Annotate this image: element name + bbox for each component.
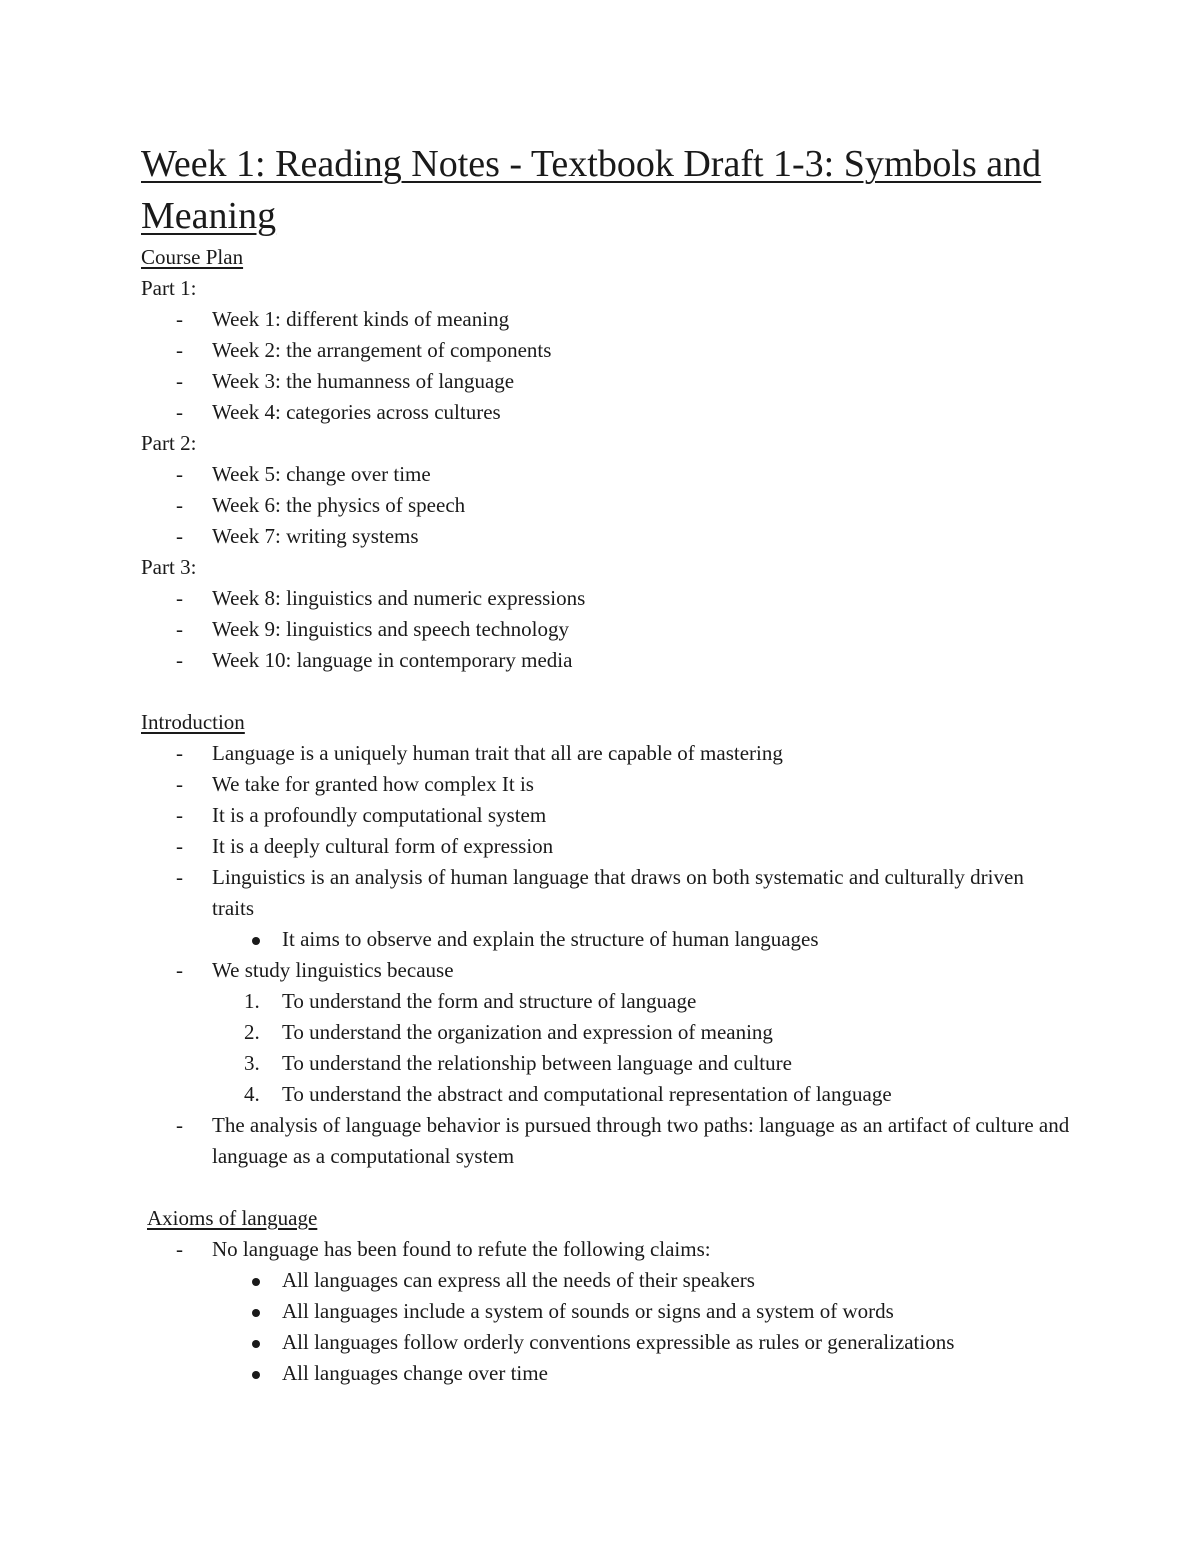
list-item <box>141 521 1071 552</box>
list-item <box>141 862 1071 924</box>
list-item <box>141 831 1071 862</box>
sub-list-item <box>141 1296 1071 1327</box>
numbered-item-text: To understand the form and structure of language <box>282 989 697 1013</box>
list-item-text: No language has been found to refute the following claims: <box>212 1237 711 1261</box>
dash-marker: - <box>176 958 183 982</box>
list-item-text: Week 1: different kinds of meaning <box>212 307 510 331</box>
list-item <box>141 304 1071 335</box>
sub-list-item <box>141 1358 1071 1389</box>
dash-marker: - <box>176 834 183 858</box>
list-item-text: The analysis of language behavior is pursued through two paths: language as an artifact of culture and language as a computational system <box>212 1113 1070 1168</box>
bullet-dot-icon <box>252 1309 260 1317</box>
list-item-text: Week 10: language in contemporary media <box>212 648 573 672</box>
sub-list-item-text: It aims to observe and explain the structure of human languages <box>282 927 819 951</box>
dash-marker: - <box>176 1237 183 1261</box>
sub-list-item-text: All languages can express all the needs of their speakers <box>282 1268 755 1292</box>
dash-marker: - <box>176 617 183 641</box>
list-item-text: Linguistics is an analysis of human language that draws on both systematic and culturally driven traits <box>212 865 1024 920</box>
list-item-text: It is a deeply cultural form of expression <box>212 834 554 858</box>
list-item <box>141 769 1071 800</box>
list-item <box>141 1234 1071 1265</box>
list-item-text: Language is a uniquely human trait that all are capable of mastering <box>212 741 783 765</box>
list-item-text: Week 7: writing systems <box>212 524 419 548</box>
spacer <box>141 676 1071 707</box>
sub-list-item-text: All languages change over time <box>282 1361 548 1385</box>
numbered-item <box>141 1017 1071 1048</box>
axioms-heading-line <box>141 1203 1071 1234</box>
list-item-text: We study linguistics because <box>212 958 454 982</box>
item-number: 2. <box>244 1020 260 1044</box>
dash-marker: - <box>176 865 183 889</box>
course-plan-heading-line <box>141 242 1071 273</box>
dash-marker: - <box>176 493 183 517</box>
numbered-item-text: To understand the organization and expression of meaning <box>282 1020 773 1044</box>
dash-marker: - <box>176 741 183 765</box>
list-item <box>141 614 1071 645</box>
dash-marker: - <box>176 803 183 827</box>
list-item <box>141 335 1071 366</box>
bullet-dot-icon <box>252 937 260 945</box>
part-label: Part 2: <box>141 431 197 455</box>
sub-list-item <box>141 924 1071 955</box>
list-item-text: Week 9: linguistics and speech technology <box>212 617 569 641</box>
item-number: 4. <box>244 1082 260 1106</box>
item-number: 1. <box>244 989 260 1013</box>
item-number: 3. <box>244 1051 260 1075</box>
sub-list-item-text: All languages include a system of sounds or signs and a system of words <box>282 1299 894 1323</box>
spacer <box>141 1172 1071 1203</box>
list-item <box>141 645 1071 676</box>
dash-marker: - <box>176 586 183 610</box>
numbered-item-text: To understand the abstract and computational representation of language <box>282 1082 892 1106</box>
dash-marker: - <box>176 772 183 796</box>
list-item-text: Week 4: categories across cultures <box>212 400 501 424</box>
dash-marker: - <box>176 1113 183 1137</box>
page-title: Week 1: Reading Notes - Textbook Draft 1-3: Symbols and Meaning <box>141 143 1042 237</box>
course-plan-heading: Course Plan <box>141 245 244 269</box>
list-item-text: Week 8: linguistics and numeric expressions <box>212 586 586 610</box>
dash-marker: - <box>176 648 183 672</box>
list-item-text: Week 2: the arrangement of components <box>212 338 552 362</box>
list-item-text: Week 6: the physics of speech <box>212 493 466 517</box>
sub-list-item <box>141 1265 1071 1296</box>
sub-list-item <box>141 1327 1071 1358</box>
list-item <box>141 1110 1071 1172</box>
bullet-dot-icon <box>252 1340 260 1348</box>
numbered-item-text: To understand the relationship between language and culture <box>282 1051 792 1075</box>
list-item-text: Week 5: change over time <box>212 462 431 486</box>
list-item <box>141 366 1071 397</box>
dash-marker: - <box>176 524 183 548</box>
dash-marker: - <box>176 400 183 424</box>
document-content <box>141 138 1071 1389</box>
dash-marker: - <box>176 338 183 362</box>
list-item <box>141 397 1071 428</box>
list-item <box>141 490 1071 521</box>
bullet-dot-icon <box>252 1371 260 1379</box>
list-item <box>141 955 1071 986</box>
list-item <box>141 583 1071 614</box>
list-item <box>141 800 1071 831</box>
dash-marker: - <box>176 307 183 331</box>
list-item-text: It is a profoundly computational system <box>212 803 547 827</box>
sub-list-item-text: All languages follow orderly conventions expressible as rules or generalizations <box>282 1330 955 1354</box>
dash-marker: - <box>176 462 183 486</box>
list-item-text: Week 3: the humanness of language <box>212 369 515 393</box>
axioms-heading: Axioms of language <box>147 1206 318 1230</box>
introduction-heading-line <box>141 707 1071 738</box>
bullet-dot-icon <box>252 1278 260 1286</box>
numbered-item <box>141 986 1071 1017</box>
list-item-text: We take for granted how complex It is <box>212 772 534 796</box>
numbered-item <box>141 1079 1071 1110</box>
part-label: Part 3: <box>141 555 197 579</box>
list-item <box>141 738 1071 769</box>
numbered-item <box>141 1048 1071 1079</box>
introduction-heading: Introduction <box>141 710 245 734</box>
part-label: Part 1: <box>141 276 197 300</box>
list-item <box>141 459 1071 490</box>
dash-marker: - <box>176 369 183 393</box>
